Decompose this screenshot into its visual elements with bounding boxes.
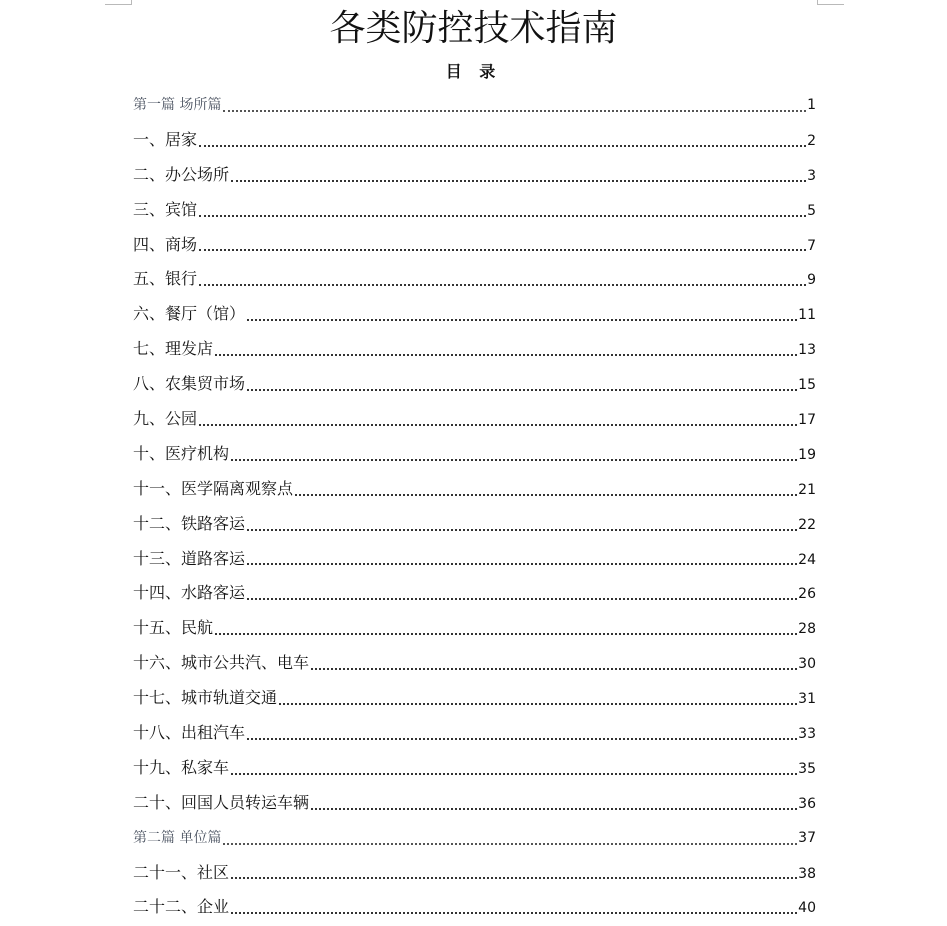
- toc-leader-dots: [199, 215, 806, 217]
- toc-entry[interactable]: [133, 507, 816, 542]
- toc-entry[interactable]: [133, 890, 816, 925]
- toc-leader-dots: [247, 319, 797, 321]
- toc-leader-dots: [223, 110, 806, 112]
- toc-leader-dots: [279, 703, 797, 705]
- toc-page-number: 28: [798, 621, 816, 638]
- toc-page-number: 19: [798, 446, 816, 463]
- toc-page-number: 2: [807, 132, 816, 149]
- toc-page-number: 9: [807, 272, 816, 289]
- toc-entry-label: 十六、城市公共汽、电车: [133, 653, 310, 673]
- toc-entry-label: 八、农集贸市场: [133, 374, 246, 394]
- toc-page-number: 3: [807, 167, 816, 184]
- toc-page-number: 36: [798, 795, 816, 812]
- toc-leader-dots: [231, 773, 797, 775]
- crop-mark-top-right: [817, 0, 844, 5]
- toc-leader-dots: [223, 843, 797, 845]
- toc-entry[interactable]: [133, 123, 816, 158]
- toc-entry-label: 三、宾馆: [133, 199, 198, 219]
- toc-leader-dots: [199, 284, 806, 286]
- toc-entry-label: 十三、道路客运: [133, 548, 246, 568]
- toc-leader-dots: [231, 877, 797, 879]
- toc-entry-label: 二、办公场所: [133, 164, 230, 184]
- toc-entry[interactable]: [133, 786, 816, 821]
- toc-leader-dots: [311, 668, 797, 670]
- toc-leader-dots: [231, 459, 797, 461]
- toc-entry-label: 七、理发店: [133, 339, 214, 359]
- toc-leader-dots: [215, 354, 797, 356]
- toc-entry[interactable]: [133, 716, 816, 751]
- table-of-contents: [133, 88, 816, 925]
- toc-page-number: 26: [798, 586, 816, 603]
- toc-part-heading[interactable]: [133, 821, 816, 856]
- toc-entry-label: 二十二、企业: [133, 897, 230, 917]
- toc-page-number: 35: [798, 760, 816, 777]
- toc-page-number: 33: [798, 726, 816, 743]
- toc-page-number: 31: [798, 691, 816, 708]
- toc-entry[interactable]: [133, 228, 816, 263]
- toc-entry-label: 十八、出租汽车: [133, 723, 246, 743]
- toc-leader-dots: [247, 598, 797, 600]
- toc-entry-label: 第一篇 场所篇: [133, 97, 222, 113]
- toc-page-number: 24: [798, 551, 816, 568]
- toc-entry[interactable]: [133, 751, 816, 786]
- toc-entry-label: 十四、水路客运: [133, 583, 246, 603]
- toc-entry-label: 十七、城市轨道交通: [133, 688, 278, 708]
- toc-entry-label: 六、餐厅（馆）: [133, 304, 246, 324]
- crop-mark-top-left: [105, 0, 132, 5]
- toc-page-number: 1: [807, 97, 816, 113]
- toc-page-number: 22: [798, 516, 816, 533]
- toc-entry-label: 二十一、社区: [133, 862, 230, 882]
- toc-page-number: 17: [798, 412, 816, 429]
- toc-page-number: 38: [798, 865, 816, 882]
- toc-heading: 目 录: [445, 62, 502, 81]
- toc-page-number: 5: [807, 202, 816, 219]
- toc-leader-dots: [199, 145, 806, 147]
- toc-leader-dots: [215, 633, 797, 635]
- toc-entry[interactable]: [133, 646, 816, 681]
- document-title: 各类防控技术指南: [329, 8, 618, 49]
- toc-entry[interactable]: [133, 158, 816, 193]
- toc-entry[interactable]: [133, 576, 816, 611]
- toc-entry-label: 十五、民航: [133, 618, 214, 638]
- toc-page-number: 21: [798, 481, 816, 498]
- toc-entry-label: 十一、医学隔离观察点: [133, 478, 294, 498]
- toc-page-number: 15: [798, 377, 816, 394]
- toc-entry-label: 第二篇 单位篇: [133, 829, 222, 846]
- toc-entry[interactable]: [133, 332, 816, 367]
- toc-leader-dots: [311, 808, 797, 810]
- toc-leader-dots: [247, 389, 797, 391]
- toc-leader-dots: [295, 494, 797, 496]
- toc-page-number: 30: [798, 656, 816, 673]
- toc-leader-dots: [247, 738, 797, 740]
- toc-entry-label: 十、医疗机构: [133, 443, 230, 463]
- toc-entry[interactable]: [133, 542, 816, 577]
- toc-part-heading[interactable]: [133, 88, 816, 123]
- toc-entry[interactable]: [133, 367, 816, 402]
- toc-leader-dots: [247, 563, 797, 565]
- toc-entry[interactable]: [133, 262, 816, 297]
- toc-entry-label: 四、商场: [133, 234, 198, 254]
- toc-entry[interactable]: [133, 611, 816, 646]
- toc-entry-label: 十九、私家车: [133, 757, 230, 777]
- toc-leader-dots: [199, 249, 806, 251]
- toc-entry-label: 九、公园: [133, 409, 198, 429]
- toc-entry-label: 五、银行: [133, 269, 198, 289]
- toc-page-number: 37: [798, 829, 816, 846]
- toc-entry[interactable]: [133, 856, 816, 891]
- toc-entry-label: 一、居家: [133, 129, 198, 149]
- toc-leader-dots: [231, 180, 806, 182]
- toc-page-number: 11: [798, 307, 816, 324]
- toc-entry[interactable]: [133, 402, 816, 437]
- toc-leader-dots: [231, 912, 797, 914]
- toc-entry[interactable]: [133, 437, 816, 472]
- toc-page-number: 13: [798, 342, 816, 359]
- toc-entry-label: 十二、铁路客运: [133, 513, 246, 533]
- toc-leader-dots: [247, 529, 797, 531]
- toc-entry-label: 二十、回国人员转运车辆: [133, 792, 310, 812]
- toc-entry[interactable]: [133, 681, 816, 716]
- toc-entry[interactable]: [133, 297, 816, 332]
- toc-entry[interactable]: [133, 193, 816, 228]
- toc-page-number: 7: [807, 237, 816, 254]
- toc-entry[interactable]: [133, 472, 816, 507]
- toc-page-number: 40: [798, 900, 816, 917]
- toc-leader-dots: [199, 424, 797, 426]
